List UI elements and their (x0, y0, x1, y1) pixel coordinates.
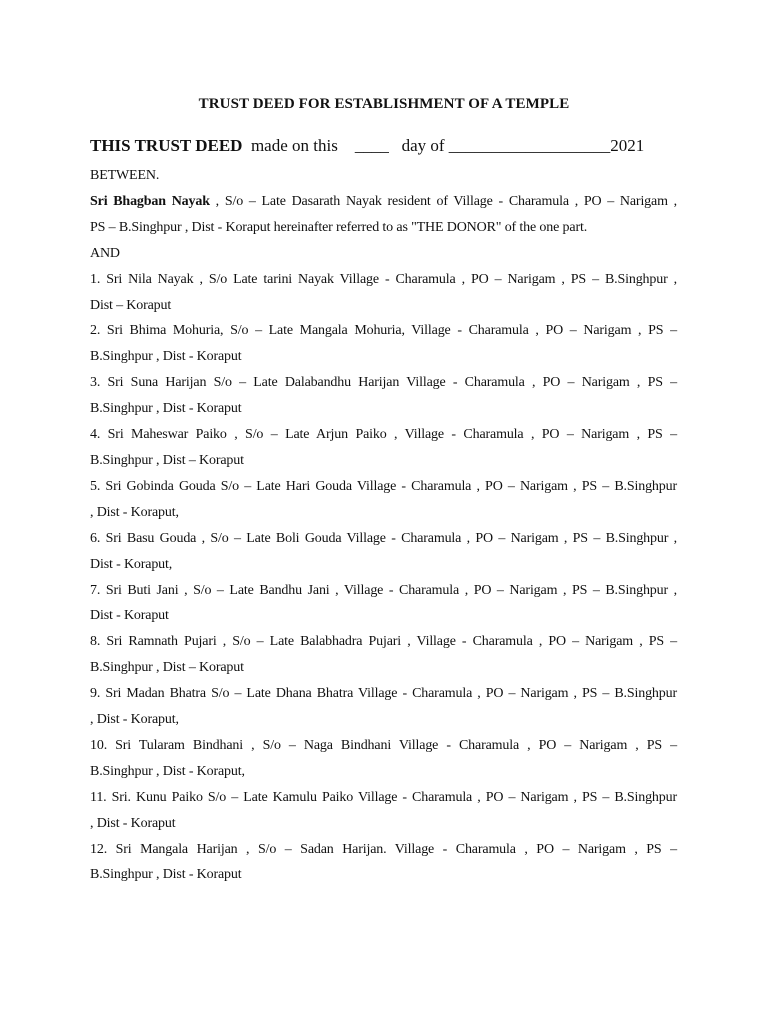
trustee-entry-line-1: 10. Sri Tularam Bindhani , S/o – Naga Bindhani Village - Charamula , PO – Narigam , PS – (90, 737, 677, 753)
trustee-entry-line-1: 3. Sri Suna Harijan S/o – Late Dalabandhu Harijan Village - Charamula , PO – Narigam , PS – (90, 375, 677, 391)
trustee-entry-line-1: 1. Sri Nila Nayak , S/o Late tarini Nayak Village - Charamula , PO – Narigam , PS – B.Singhpur , (90, 271, 677, 287)
deed-year: 2021 (610, 136, 645, 155)
trustee-entry-line-1: 8. Sri Ramnath Pujari , S/o – Late Balabhadra Pujari , Village - Charamula , PO – Narigam , PS – (90, 634, 677, 650)
donor-line-1-text: , S/o – Late Dasarath Nayak resident of Village - Charamula , PO – Narigam , (215, 193, 677, 209)
deed-day-blank: ____ (354, 136, 389, 155)
trustee-entry-line-2: B.Singhpur , Dist – Koraput (90, 452, 244, 468)
trustee-entry-line-1: 6. Sri Basu Gouda , S/o – Late Boli Gouda Village - Charamula , PO – Narigam , PS – B.Singhpur , (90, 530, 677, 546)
trustee-entry-line-2: , Dist - Koraput (90, 815, 176, 831)
trustee-entry-line-1: 7. Sri Buti Jani , S/o – Late Bandhu Jani , Village - Charamula , PO – Narigam , PS – B.Singhpur , (90, 582, 677, 598)
trustee-entry-line-2: B.Singhpur , Dist - Koraput (90, 401, 242, 417)
trustee-entry-line-2: , Dist - Koraput, (90, 504, 179, 520)
donor-line-1 (90, 189, 677, 215)
document-title: TRUST DEED FOR ESTABLISHMENT OF A TEMPLE (198, 96, 570, 112)
deed-intro-bold: THIS TRUST DEED (90, 136, 243, 155)
trustee-entry-line-2: Dist – Koraput (90, 297, 172, 313)
trustee-entry-line-1: 4. Sri Maheswar Paiko , S/o – Late Arjun Paiko , Village - Charamula , PO – Narigam , PS – (90, 427, 677, 443)
and-label: AND (90, 245, 120, 261)
deed-day-of: day of (401, 136, 445, 155)
trustee-entry-line-2: B.Singhpur , Dist – Koraput (90, 660, 244, 676)
trustee-entry-line-2: Dist - Koraput (90, 608, 169, 624)
trustee-entry-line-2: Dist - Koraput, (90, 556, 173, 572)
trustee-entry-line-1: 5. Sri Gobinda Gouda S/o – Late Hari Gouda Village - Charamula , PO – Narigam , PS – B.Singhpur (90, 478, 677, 494)
deed-intro-line (90, 136, 644, 156)
deed-body (90, 163, 677, 888)
deed-made-on: made on this (250, 136, 338, 155)
trustee-entry-line-1: 12. Sri Mangala Harijan , S/o – Sadan Harijan. Village - Charamula , PO – Narigam , PS – (90, 841, 677, 857)
deed-month-blank: ___________________ (448, 136, 611, 155)
trustee-entry-line-1: 9. Sri Madan Bhatra S/o – Late Dhana Bhatra Village - Charamula , PO – Narigam , PS – B.Singhpur (90, 686, 677, 702)
trustee-list (90, 267, 677, 889)
trustee-entry-line-2: B.Singhpur , Dist - Koraput, (90, 763, 245, 779)
trustee-entry-line-2: B.Singhpur , Dist - Koraput (90, 867, 242, 883)
donor-name: Sri Bhagban Nayak (90, 193, 210, 209)
trustee-entry-line-2: , Dist - Koraput, (90, 712, 179, 728)
trustee-entry-line-2: B.Singhpur , Dist - Koraput (90, 349, 242, 365)
between-label: BETWEEN. (90, 168, 160, 183)
trustee-entry-line-1: 11. Sri. Kunu Paiko S/o – Late Kamulu Paiko Village - Charamula , PO – Narigam , PS – B.Singhpur (90, 789, 677, 805)
donor-line-2: PS – B.Singhpur , Dist - Koraput hereinafter referred to as "THE DONOR" of the one part. (90, 219, 588, 235)
trustee-entry-line-1: 2. Sri Bhima Mohuria, S/o – Late Mangala Mohuria, Village - Charamula , PO – Narigam , PS – (90, 323, 677, 339)
